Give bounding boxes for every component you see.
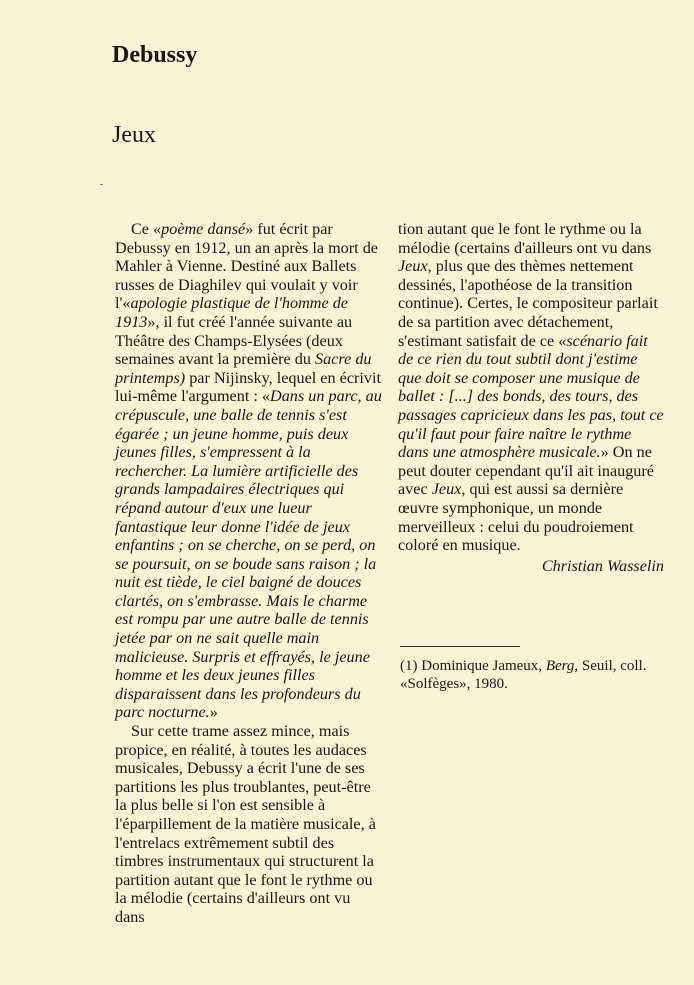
- work-title: Jeux: [112, 122, 156, 148]
- footnote: (1) Dominique Jameux, Berg, Seuil, coll. «Solfèges», 1980.: [400, 658, 647, 692]
- composer-title: Debussy: [112, 42, 198, 68]
- paragraph-analysis: Sur cette trame assez mince, mais propice, en réalité, à toutes les audaces musicales, Debussy a écrit l'une de ses partitions les plus troublantes, peut-être la plus belle si l'on est sensible à l'éparpillement de la matière musicale, à l'entrelacs extrêmement subtil des timbres instrumentaux qui structurent la partition autant que le font le rythme ou la mélodie (certains d'ailleurs ont vu dans: [115, 722, 376, 926]
- margin-mark: [100, 184, 103, 185]
- footnote-divider: [400, 646, 520, 647]
- continuation-text: tion autant que le font le rythme ou la mélodie (certains d'ailleurs ont vu dans: [398, 220, 652, 257]
- text-column-right: [398, 220, 664, 575]
- author-signature: Christian Wasselin: [541, 556, 664, 575]
- paragraph-analysis-continued: tion autant que le font le rythme ou la mélodie (certains d'ailleurs ont vu dans Jeux, plus que des thèmes nettement dessinés, l'apothéose de la transition continue). Certes, le compositeur parlait de sa partition avec détachement, s'estimant satisfait de ce «scénario fait de ce rien du tout subtil dont j'estime que doit se composer une musique de ballet : [...] des bonds, des tours, des passages capricieux dans les pas, tout ce qu'il faut pour faire naître le rythme dans une atmosphère musicale.» On ne peut douter cependant qu'il ait inauguré avec Jeux, qui est aussi sa dernière œuvre symphonique, un monde merveilleux : celui du poudroiement coloré en musique.: [398, 220, 664, 555]
- text-column-left: [115, 220, 383, 927]
- paragraph-intro: Ce «poème dansé» fut écrit par Debussy en 1912, un an après la mort de Mahler à Vienne. Destiné aux Ballets russes de Diaghilev qui voulait y voir l'«apologie plastique de l'homme de 1913», il fut créé l'année suivante au Théâtre des Champs-Elysées (deux semaines avant la première du Sacre du printemps) par Nijinsky, lequel en écrivit lui-même l'argument : «Dans un parc, au crépuscule, une balle de tennis s'est égarée ; un jeune homme, puis deux jeunes filles, s'empressent à la rechercher. La lumière artificielle des grands lampadaires électriques qui répand autour d'eux une lueur fantastique leur donne l'idée de jeux enfantins ; on se cherche, on se perd, on se poursuit, on se boude sans raison ; la nuit est tiède, le ciel baigné de douces clartés, on s'embrasse. Mais le charme est rompu par une autre balle de tennis jetée par on ne sait quelle main malicieuse. Surpris et effrayés, le jeune homme et les deux jeunes filles disparaissent dans les profondeurs du parc nocturne.»: [115, 220, 382, 722]
